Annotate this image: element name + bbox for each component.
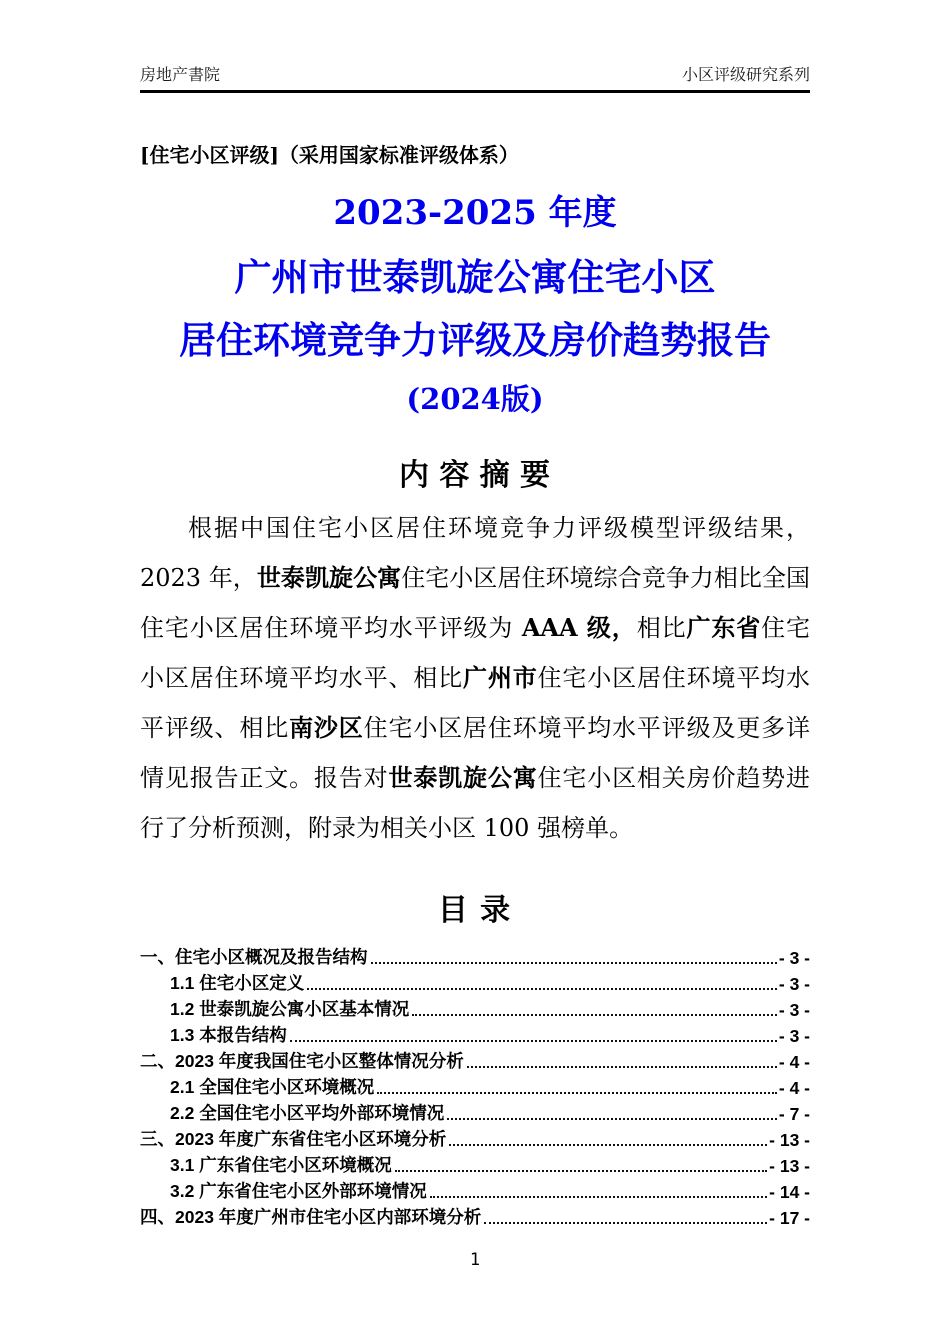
summary-bold-segment: 世泰凯旋公寓 [388, 763, 538, 792]
toc-leader-dots [307, 988, 777, 990]
toc-leader-dots [377, 1092, 777, 1094]
summary-paragraph [140, 503, 810, 853]
toc-entry[interactable] [140, 1151, 810, 1177]
toc-entry[interactable] [140, 1203, 810, 1229]
toc-entry-label: 1.1 住宅小区定义 [170, 973, 305, 993]
toc-leader-dots [412, 1014, 777, 1016]
toc-entry-label: 2.1 全国住宅小区环境概况 [170, 1077, 375, 1097]
toc-entry[interactable] [140, 943, 810, 969]
summary-segment: 住宅小区相关房价趋势进行了分析预测，附录为相关小区 100 强榜单。 [140, 764, 811, 842]
toc-entry-label: 2.2 全国住宅小区平均外部环境情况 [170, 1103, 445, 1123]
report-title-subject: 居住环境竞争力评级及房价趋势报告 [179, 318, 771, 362]
page-header [140, 62, 810, 93]
summary-segment: 根据中国住宅小区居住环境竞争力评级模型评级结果，2023 年， [140, 514, 810, 592]
page-number: 1 [469, 1250, 481, 1270]
summary-segment: 住宅小区居住环境平均水平、相比 [140, 614, 811, 692]
summary-bold-segment: 广东省 [686, 613, 762, 642]
toc-leader-dots [371, 962, 777, 964]
toc-entry-label: 二、2023 年度我国住宅小区整体情况分析 [140, 1051, 464, 1071]
toc-entry-label: 一、住宅小区概况及报告结构 [140, 947, 368, 967]
toc-leader-dots [447, 1118, 777, 1120]
toc-entry-page: - 3 - [778, 1026, 810, 1046]
toc-entry[interactable] [140, 1047, 810, 1073]
toc-entry-page: - 13 - [769, 1156, 810, 1176]
report-title-year: 2023-2025 年度 [333, 193, 617, 233]
toc-entry[interactable] [140, 969, 810, 995]
toc-leader-dots [395, 1170, 767, 1172]
summary-segment: 住宅小区居住环境平均水平评级及更多详情见报告正文。报告对 [140, 714, 811, 792]
summary-heading: 内 容 摘 要 [398, 459, 551, 492]
toc-list [140, 943, 810, 1229]
toc-entry-page: - 17 - [769, 1208, 810, 1228]
report-title-community: 广州市世泰凯旋公寓住宅小区 [234, 255, 716, 299]
report-title-edition: (2024版) [406, 382, 544, 416]
toc-entry[interactable] [140, 1021, 810, 1047]
rating-system-tagline: [住宅小区评级]（采用国家标准评级体系） [140, 143, 519, 167]
summary-bold-segment: 南沙区 [289, 713, 364, 742]
toc-entry-page: - 3 - [778, 1000, 810, 1020]
header-right-text: 小区评级研究系列 [681, 67, 810, 84]
toc-entry[interactable] [140, 995, 810, 1021]
toc-entry[interactable] [140, 1099, 810, 1125]
header-left-text: 房地产書院 [140, 67, 221, 84]
toc-entry-label: 四、2023 年度广州市住宅小区内部环境分析 [140, 1207, 482, 1227]
toc-entry-page: - 14 - [769, 1182, 810, 1202]
toc-entry-label: 3.1 广东省住宅小区环境概况 [170, 1155, 392, 1175]
toc-entry-page: - 13 - [769, 1130, 810, 1150]
toc-entry-page: - 4 - [778, 1052, 810, 1072]
toc-leader-dots [449, 1144, 767, 1146]
toc-entry-label: 1.3 本报告结构 [170, 1025, 287, 1045]
toc-entry-label: 3.2 广东省住宅小区外部环境情况 [170, 1181, 427, 1201]
toc-entry-label: 1.2 世泰凯旋公寓小区基本情况 [170, 999, 410, 1019]
toc-heading: 目 录 [437, 894, 513, 927]
summary-bold-segment: 世泰凯旋公寓 [256, 563, 402, 592]
summary-segment: 住宅小区居住环境综合竞争力相比全国住宅小区居住环境平均水平评级为 [140, 564, 811, 642]
toc-entry[interactable] [140, 1177, 810, 1203]
toc-entry[interactable] [140, 1073, 810, 1099]
toc-entry-label: 三、2023 年度广东省住宅小区环境分析 [140, 1129, 447, 1149]
summary-segment: 住宅小区居住环境平均水平评级、相比 [140, 664, 811, 742]
summary-bold-segment: 广州市 [463, 663, 538, 692]
toc-entry-page: - 3 - [778, 948, 810, 968]
toc-entry-page: - 7 - [778, 1104, 810, 1124]
toc-leader-dots [467, 1066, 777, 1068]
toc-entry-page: - 3 - [778, 974, 810, 994]
toc-leader-dots [484, 1222, 767, 1224]
toc-entry[interactable] [140, 1125, 810, 1151]
toc-entry-page: - 4 - [778, 1078, 810, 1098]
summary-segment: 相比 [636, 614, 687, 642]
toc-leader-dots [430, 1196, 767, 1198]
summary-bold-segment: AAA 级， [521, 613, 637, 642]
toc-leader-dots [290, 1040, 777, 1042]
